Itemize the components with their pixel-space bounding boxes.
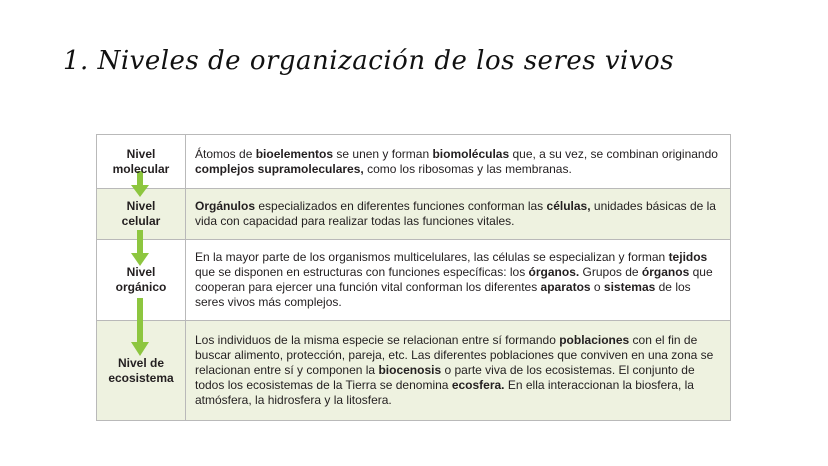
key-term: Orgánulos bbox=[195, 199, 256, 213]
level-description bbox=[186, 135, 731, 189]
level-name-line1: Nivel bbox=[126, 199, 156, 213]
key-term: bioelementos bbox=[255, 146, 334, 161]
description-text: como los ribosomas y las membranas. bbox=[363, 161, 572, 176]
level-name-line1: Nivel bbox=[126, 265, 156, 279]
table-row bbox=[97, 321, 731, 421]
level-label-molecular bbox=[97, 135, 186, 189]
key-term: tejidos bbox=[668, 250, 708, 264]
description-text: que cooperan para ejercer una función vital conforman los diferentes bbox=[195, 265, 713, 294]
table-row bbox=[97, 189, 731, 240]
key-term: órganos. bbox=[528, 265, 580, 279]
description-text: En ella interaccionan la biosfera, la atmósfera, la hidrosfera y la litosfera. bbox=[195, 378, 694, 407]
level-name-line2: orgánico bbox=[115, 280, 167, 294]
key-term: aparatos bbox=[540, 280, 591, 294]
level-name-line2: ecosistema bbox=[108, 370, 174, 385]
description-text: unidades básicas de la vida con capacidad para realizar todas las funciones vitales. bbox=[195, 199, 716, 228]
key-term: complejos supramoleculares, bbox=[195, 161, 364, 176]
description-text: Los individuos de la misma especie se relacionan entre sí formando bbox=[195, 333, 560, 347]
description-text: de los seres vivos más complejos. bbox=[195, 280, 691, 309]
table-row bbox=[97, 135, 731, 189]
description-text: o bbox=[590, 280, 604, 294]
key-term: biomoléculas bbox=[432, 146, 510, 161]
key-term: biocenosis bbox=[378, 363, 442, 377]
level-name-line1: Nivel de bbox=[117, 355, 165, 370]
level-description bbox=[186, 321, 731, 421]
down-arrow-icon bbox=[131, 298, 149, 356]
key-term: órganos bbox=[641, 265, 690, 279]
key-term: células, bbox=[546, 199, 591, 213]
level-name-line2: molecular bbox=[112, 161, 170, 176]
table-row bbox=[97, 240, 731, 321]
down-arrow-icon bbox=[131, 230, 149, 266]
level-description bbox=[186, 240, 731, 321]
levels-table bbox=[96, 134, 731, 421]
description-text: con el fin de buscar alimento, protección, pareja, etc. Las diferentes poblaciones que conviven en una zona se relacionan entre sí y componen la bbox=[195, 333, 714, 377]
description-text: se unen y forman bbox=[333, 146, 433, 161]
description-text: que, a su vez, se combinan originando bbox=[509, 146, 718, 161]
key-term: poblaciones bbox=[559, 333, 630, 347]
level-description bbox=[186, 189, 731, 240]
description-text: que se disponen en estructuras con funciones específicas: los bbox=[195, 265, 529, 279]
key-term: sistemas bbox=[603, 280, 656, 294]
description-text: Átomos de bbox=[195, 146, 256, 161]
key-term: ecosfera. bbox=[451, 378, 505, 392]
slide-title: 1. Niveles de organización de los seres vivos bbox=[63, 46, 675, 76]
level-name-line2: celular bbox=[121, 214, 161, 228]
description-text: o parte viva de los ecosistemas. El conjunto de todos los ecosistemas de la Tierra se denomina bbox=[195, 363, 695, 392]
level-name-line1: Nivel bbox=[126, 146, 156, 161]
description-text: En la mayor parte de los organismos multicelulares, las células se especializan y forman bbox=[195, 250, 669, 264]
description-text: especializados en diferentes funciones conforman las bbox=[255, 199, 547, 213]
description-text: Grupos de bbox=[579, 265, 642, 279]
